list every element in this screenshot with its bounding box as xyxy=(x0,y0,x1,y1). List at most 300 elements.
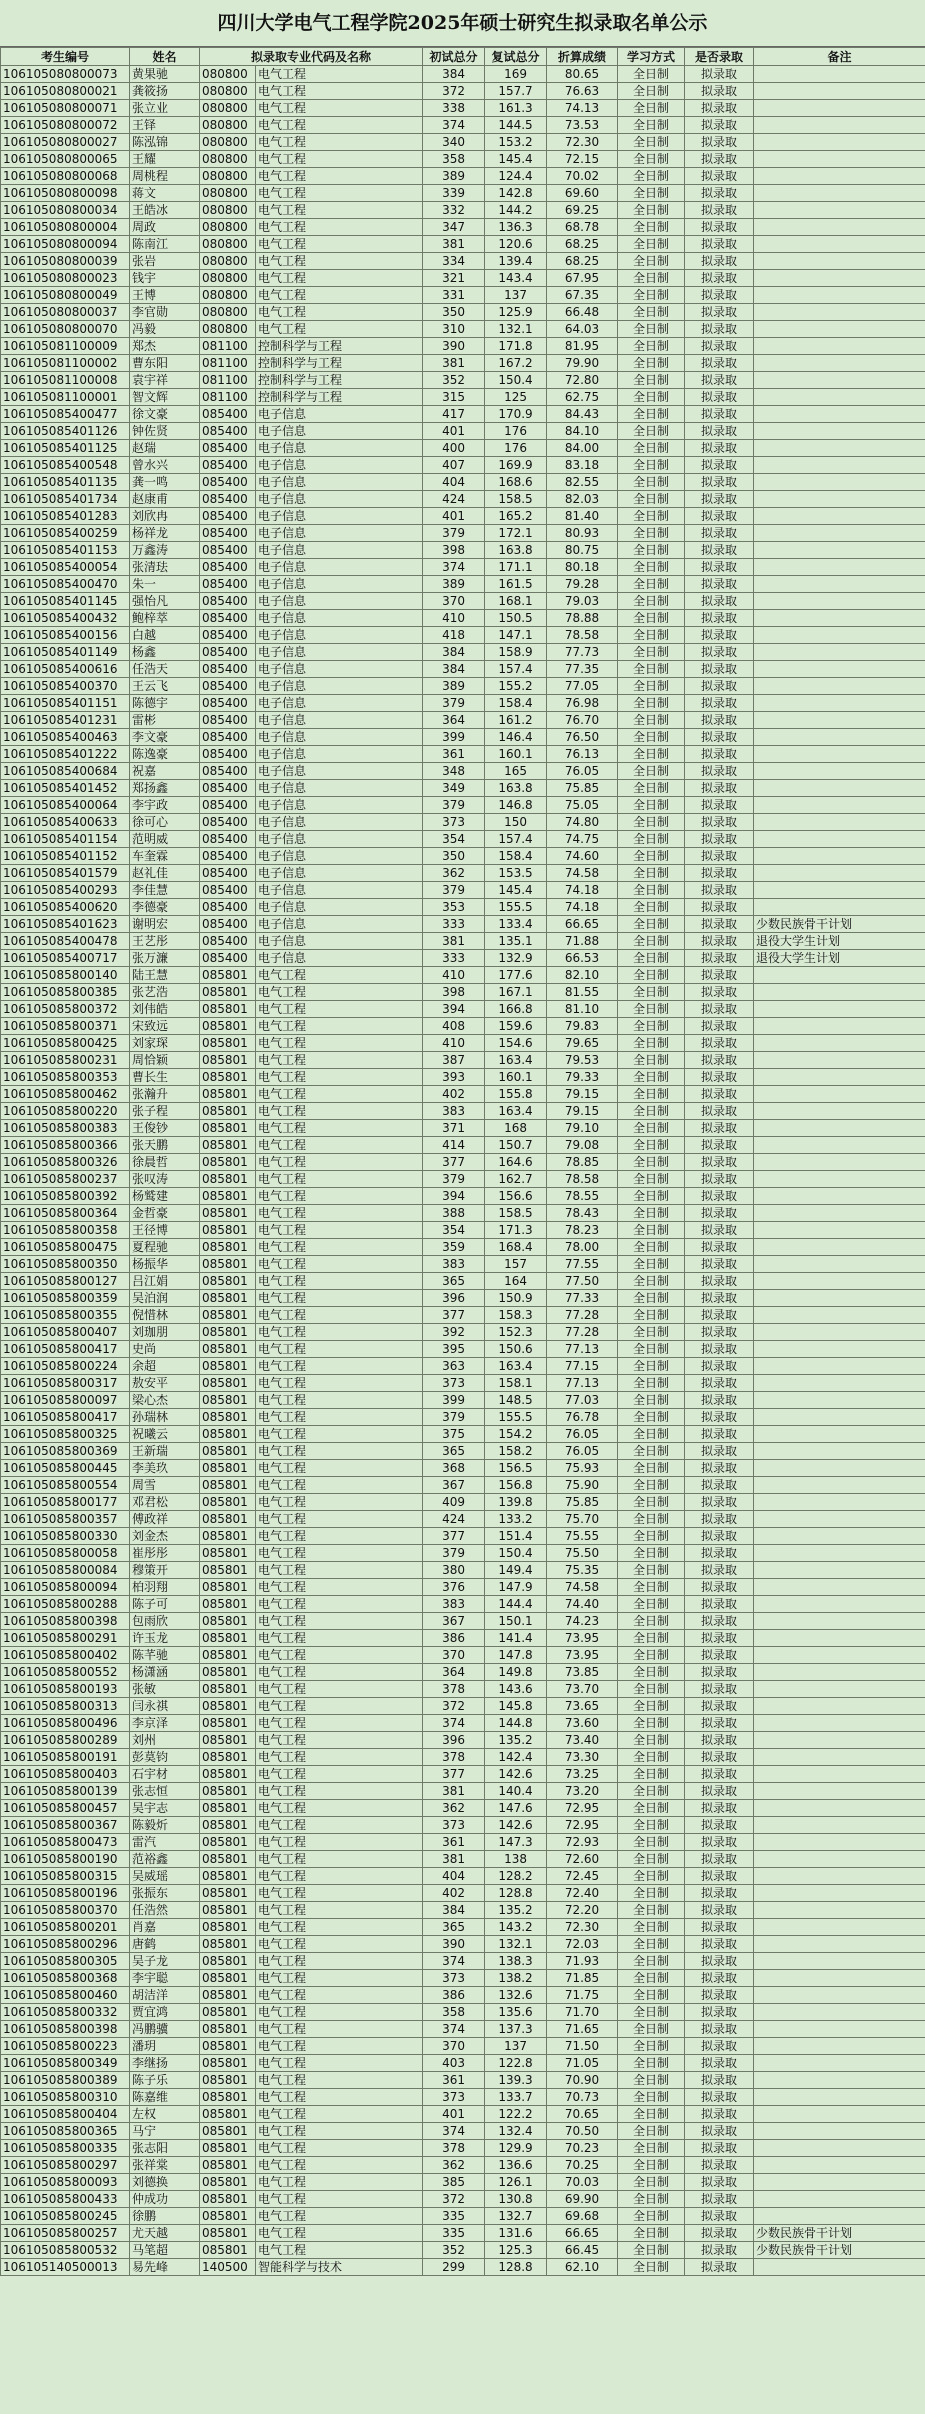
cell-initial-score: 386 xyxy=(423,1987,485,2004)
cell-final-score: 74.58 xyxy=(547,1579,618,1596)
cell-major-name: 电气工程 xyxy=(256,1698,423,1715)
cell-major-name: 控制科学与工程 xyxy=(256,372,423,389)
cell-major-code: 085801 xyxy=(200,1409,256,1426)
cell-remark xyxy=(754,1953,925,1970)
cell-major-name: 电子信息 xyxy=(256,542,423,559)
cell-major-code: 085801 xyxy=(200,1511,256,1528)
cell-name: 徐可心 xyxy=(130,814,200,831)
cell-final-score: 81.95 xyxy=(547,338,618,355)
table-row xyxy=(1,1409,925,1426)
cell-admitted: 拟录取 xyxy=(685,950,754,967)
table-row xyxy=(1,1511,925,1528)
cell-name: 范明威 xyxy=(130,831,200,848)
cell-final-score: 73.95 xyxy=(547,1647,618,1664)
cell-major-name: 电气工程 xyxy=(256,1987,423,2004)
cell-study-mode: 全日制 xyxy=(618,1188,685,1205)
table-row xyxy=(1,933,925,950)
cell-exam-id: 106105080800049 xyxy=(1,287,130,304)
cell-retest-score: 122.2 xyxy=(485,2106,547,2123)
cell-name: 金哲豪 xyxy=(130,1205,200,1222)
cell-final-score: 79.90 xyxy=(547,355,618,372)
cell-major-name: 电气工程 xyxy=(256,1154,423,1171)
cell-retest-score: 163.4 xyxy=(485,1052,547,1069)
cell-major-code: 085801 xyxy=(200,1103,256,1120)
cell-exam-id: 106105085800372 xyxy=(1,1001,130,1018)
table-row xyxy=(1,1545,925,1562)
cell-major-name: 电气工程 xyxy=(256,1647,423,1664)
cell-remark xyxy=(754,1103,925,1120)
cell-exam-id: 106105085401125 xyxy=(1,440,130,457)
cell-retest-score: 158.3 xyxy=(485,1307,547,1324)
cell-retest-score: 167.1 xyxy=(485,984,547,1001)
cell-initial-score: 374 xyxy=(423,2021,485,2038)
cell-initial-score: 362 xyxy=(423,2157,485,2174)
cell-remark xyxy=(754,1902,925,1919)
cell-initial-score: 310 xyxy=(423,321,485,338)
cell-final-score: 84.10 xyxy=(547,423,618,440)
cell-name: 曹长生 xyxy=(130,1069,200,1086)
cell-retest-score: 160.1 xyxy=(485,1069,547,1086)
cell-remark xyxy=(754,1052,925,1069)
cell-major-name: 电气工程 xyxy=(256,219,423,236)
cell-initial-score: 381 xyxy=(423,933,485,950)
cell-admitted: 拟录取 xyxy=(685,1579,754,1596)
cell-final-score: 72.60 xyxy=(547,1851,618,1868)
cell-final-score: 75.55 xyxy=(547,1528,618,1545)
cell-final-score: 76.63 xyxy=(547,83,618,100)
cell-major-name: 电气工程 xyxy=(256,1953,423,1970)
cell-final-score: 76.05 xyxy=(547,1443,618,1460)
cell-study-mode: 全日制 xyxy=(618,2225,685,2242)
cell-remark xyxy=(754,457,925,474)
cell-retest-score: 142.4 xyxy=(485,1749,547,1766)
cell-final-score: 72.80 xyxy=(547,372,618,389)
cell-major-name: 电气工程 xyxy=(256,1902,423,1919)
cell-major-name: 电子信息 xyxy=(256,746,423,763)
cell-major-code: 085801 xyxy=(200,1052,256,1069)
cell-major-code: 085801 xyxy=(200,1749,256,1766)
cell-major-code: 085801 xyxy=(200,1086,256,1103)
cell-admitted: 拟录取 xyxy=(685,1137,754,1154)
cell-exam-id: 106105080800065 xyxy=(1,151,130,168)
cell-initial-score: 299 xyxy=(423,2259,485,2276)
cell-study-mode: 全日制 xyxy=(618,508,685,525)
cell-final-score: 77.55 xyxy=(547,1256,618,1273)
cell-study-mode: 全日制 xyxy=(618,1749,685,1766)
cell-retest-score: 133.2 xyxy=(485,1511,547,1528)
cell-major-name: 电气工程 xyxy=(256,2123,423,2140)
cell-initial-score: 331 xyxy=(423,287,485,304)
cell-admitted: 拟录取 xyxy=(685,661,754,678)
table-row xyxy=(1,1273,925,1290)
cell-initial-score: 370 xyxy=(423,593,485,610)
cell-remark xyxy=(754,321,925,338)
cell-major-name: 控制科学与工程 xyxy=(256,389,423,406)
cell-major-code: 085801 xyxy=(200,1562,256,1579)
cell-major-code: 085801 xyxy=(200,1919,256,1936)
cell-study-mode: 全日制 xyxy=(618,1953,685,1970)
cell-initial-score: 384 xyxy=(423,661,485,678)
cell-retest-score: 156.6 xyxy=(485,1188,547,1205)
cell-name: 夏程驰 xyxy=(130,1239,200,1256)
cell-admitted: 拟录取 xyxy=(685,882,754,899)
cell-retest-score: 163.8 xyxy=(485,780,547,797)
cell-remark xyxy=(754,1001,925,1018)
cell-final-score: 78.55 xyxy=(547,1188,618,1205)
cell-exam-id: 106105080800098 xyxy=(1,185,130,202)
cell-admitted: 拟录取 xyxy=(685,474,754,491)
cell-admitted: 拟录取 xyxy=(685,1205,754,1222)
cell-major-name: 电气工程 xyxy=(256,1885,423,1902)
cell-remark xyxy=(754,831,925,848)
cell-major-code: 080800 xyxy=(200,287,256,304)
cell-retest-score: 144.5 xyxy=(485,117,547,134)
cell-remark xyxy=(754,2004,925,2021)
table-row xyxy=(1,1970,925,1987)
cell-admitted: 拟录取 xyxy=(685,916,754,933)
cell-major-name: 电气工程 xyxy=(256,1205,423,1222)
cell-study-mode: 全日制 xyxy=(618,1477,685,1494)
cell-study-mode: 全日制 xyxy=(618,117,685,134)
cell-exam-id: 106105085401452 xyxy=(1,780,130,797)
cell-remark xyxy=(754,134,925,151)
cell-retest-score: 132.9 xyxy=(485,950,547,967)
cell-admitted: 拟录取 xyxy=(685,185,754,202)
cell-initial-score: 333 xyxy=(423,950,485,967)
cell-retest-score: 150.4 xyxy=(485,1545,547,1562)
cell-initial-score: 354 xyxy=(423,1222,485,1239)
table-row xyxy=(1,763,925,780)
cell-major-code: 085801 xyxy=(200,1868,256,1885)
cell-remark xyxy=(754,151,925,168)
cell-remark xyxy=(754,678,925,695)
table-row xyxy=(1,168,925,185)
cell-major-code: 085801 xyxy=(200,2038,256,2055)
cell-admitted: 拟录取 xyxy=(685,2208,754,2225)
cell-final-score: 73.95 xyxy=(547,1630,618,1647)
table-row xyxy=(1,1528,925,1545)
cell-name: 余超 xyxy=(130,1358,200,1375)
cell-final-score: 68.78 xyxy=(547,219,618,236)
cell-major-code: 085400 xyxy=(200,678,256,695)
cell-retest-score: 160.1 xyxy=(485,746,547,763)
cell-name: 张万濂 xyxy=(130,950,200,967)
cell-name: 王新瑞 xyxy=(130,1443,200,1460)
cell-exam-id: 106105085800297 xyxy=(1,2157,130,2174)
cell-initial-score: 379 xyxy=(423,1545,485,1562)
cell-major-code: 085801 xyxy=(200,1120,256,1137)
cell-exam-id: 106105085800403 xyxy=(1,1766,130,1783)
cell-major-code: 080800 xyxy=(200,83,256,100)
header-retest-score: 复试总分 xyxy=(485,48,547,66)
cell-admitted: 拟录取 xyxy=(685,2038,754,2055)
cell-final-score: 67.95 xyxy=(547,270,618,287)
cell-name: 赵瑞 xyxy=(130,440,200,457)
cell-exam-id: 106105085400717 xyxy=(1,950,130,967)
cell-admitted: 拟录取 xyxy=(685,542,754,559)
cell-initial-score: 379 xyxy=(423,525,485,542)
cell-final-score: 80.18 xyxy=(547,559,618,576)
cell-retest-score: 142.6 xyxy=(485,1817,547,1834)
cell-admitted: 拟录取 xyxy=(685,2004,754,2021)
cell-admitted: 拟录取 xyxy=(685,559,754,576)
cell-major-code: 085400 xyxy=(200,950,256,967)
cell-initial-score: 410 xyxy=(423,610,485,627)
cell-exam-id: 106105085400477 xyxy=(1,406,130,423)
cell-major-name: 电子信息 xyxy=(256,831,423,848)
cell-remark xyxy=(754,508,925,525)
cell-major-code: 080800 xyxy=(200,100,256,117)
cell-remark xyxy=(754,814,925,831)
cell-admitted: 拟录取 xyxy=(685,1664,754,1681)
cell-final-score: 73.85 xyxy=(547,1664,618,1681)
cell-initial-score: 408 xyxy=(423,1018,485,1035)
cell-remark xyxy=(754,882,925,899)
cell-remark xyxy=(754,1613,925,1630)
table-row xyxy=(1,2191,925,2208)
cell-exam-id: 106105080800023 xyxy=(1,270,130,287)
cell-retest-score: 150.6 xyxy=(485,1341,547,1358)
cell-exam-id: 106105085800475 xyxy=(1,1239,130,1256)
cell-admitted: 拟录取 xyxy=(685,1273,754,1290)
cell-initial-score: 381 xyxy=(423,1783,485,1800)
table-row xyxy=(1,83,925,100)
header-final-score: 折算成绩 xyxy=(547,48,618,66)
cell-remark xyxy=(754,2021,925,2038)
cell-major-code: 085801 xyxy=(200,1171,256,1188)
cell-admitted: 拟录取 xyxy=(685,1817,754,1834)
cell-study-mode: 全日制 xyxy=(618,1885,685,1902)
cell-major-name: 电气工程 xyxy=(256,253,423,270)
cell-exam-id: 106105085800310 xyxy=(1,2089,130,2106)
cell-major-name: 电子信息 xyxy=(256,865,423,882)
cell-exam-id: 106105085800084 xyxy=(1,1562,130,1579)
cell-name: 吕江娟 xyxy=(130,1273,200,1290)
cell-final-score: 73.40 xyxy=(547,1732,618,1749)
cell-remark xyxy=(754,1154,925,1171)
cell-major-name: 电气工程 xyxy=(256,1120,423,1137)
cell-admitted: 拟录取 xyxy=(685,2055,754,2072)
cell-retest-score: 152.3 xyxy=(485,1324,547,1341)
cell-name: 杨祥龙 xyxy=(130,525,200,542)
cell-study-mode: 全日制 xyxy=(618,338,685,355)
cell-study-mode: 全日制 xyxy=(618,1511,685,1528)
cell-name: 张子程 xyxy=(130,1103,200,1120)
cell-exam-id: 106105085800224 xyxy=(1,1358,130,1375)
cell-retest-score: 148.5 xyxy=(485,1392,547,1409)
header-initial-score: 初试总分 xyxy=(423,48,485,66)
cell-final-score: 73.30 xyxy=(547,1749,618,1766)
cell-exam-id: 106105085800330 xyxy=(1,1528,130,1545)
cell-name: 刘伟皓 xyxy=(130,1001,200,1018)
cell-retest-score: 155.5 xyxy=(485,899,547,916)
cell-initial-score: 394 xyxy=(423,1001,485,1018)
cell-study-mode: 全日制 xyxy=(618,1596,685,1613)
cell-exam-id: 106105081100001 xyxy=(1,389,130,406)
table-row xyxy=(1,1188,925,1205)
table-row xyxy=(1,593,925,610)
table-row xyxy=(1,1290,925,1307)
cell-exam-id: 106105085800457 xyxy=(1,1800,130,1817)
cell-retest-score: 130.8 xyxy=(485,2191,547,2208)
table-row xyxy=(1,321,925,338)
cell-study-mode: 全日制 xyxy=(618,1256,685,1273)
cell-major-name: 电气工程 xyxy=(256,2157,423,2174)
cell-retest-score: 155.2 xyxy=(485,678,547,695)
cell-remark xyxy=(754,1834,925,1851)
cell-admitted: 拟录取 xyxy=(685,372,754,389)
cell-final-score: 78.58 xyxy=(547,1171,618,1188)
cell-initial-score: 361 xyxy=(423,2072,485,2089)
cell-initial-score: 352 xyxy=(423,2242,485,2259)
cell-remark xyxy=(754,1018,925,1035)
cell-major-code: 085801 xyxy=(200,1970,256,1987)
table-row xyxy=(1,882,925,899)
cell-major-name: 电子信息 xyxy=(256,848,423,865)
cell-major-code: 085801 xyxy=(200,1392,256,1409)
cell-major-name: 电子信息 xyxy=(256,474,423,491)
cell-remark: 少数民族骨干计划 xyxy=(754,2225,925,2242)
cell-remark xyxy=(754,219,925,236)
cell-admitted: 拟录取 xyxy=(685,202,754,219)
cell-exam-id: 106105085401579 xyxy=(1,865,130,882)
cell-retest-score: 159.6 xyxy=(485,1018,547,1035)
cell-study-mode: 全日制 xyxy=(618,1120,685,1137)
cell-initial-score: 389 xyxy=(423,168,485,185)
cell-major-name: 电气工程 xyxy=(256,1834,423,1851)
cell-initial-score: 372 xyxy=(423,1698,485,1715)
cell-admitted: 拟录取 xyxy=(685,1086,754,1103)
cell-admitted: 拟录取 xyxy=(685,1647,754,1664)
cell-major-name: 电气工程 xyxy=(256,1511,423,1528)
cell-exam-id: 106105085400156 xyxy=(1,627,130,644)
cell-retest-score: 143.4 xyxy=(485,270,547,287)
cell-retest-score: 147.3 xyxy=(485,1834,547,1851)
cell-study-mode: 全日制 xyxy=(618,202,685,219)
cell-major-name: 电气工程 xyxy=(256,1579,423,1596)
cell-remark xyxy=(754,1239,925,1256)
table-row xyxy=(1,1069,925,1086)
cell-admitted: 拟录取 xyxy=(685,2123,754,2140)
cell-remark xyxy=(754,1868,925,1885)
cell-major-name: 电子信息 xyxy=(256,712,423,729)
cell-initial-score: 333 xyxy=(423,916,485,933)
table-row xyxy=(1,338,925,355)
cell-major-code: 085400 xyxy=(200,457,256,474)
cell-study-mode: 全日制 xyxy=(618,1375,685,1392)
cell-admitted: 拟录取 xyxy=(685,1613,754,1630)
cell-name: 袁宇祥 xyxy=(130,372,200,389)
cell-retest-score: 132.1 xyxy=(485,321,547,338)
cell-major-code: 085801 xyxy=(200,1137,256,1154)
cell-study-mode: 全日制 xyxy=(618,2157,685,2174)
cell-admitted: 拟录取 xyxy=(685,1494,754,1511)
cell-remark xyxy=(754,1647,925,1664)
cell-major-name: 电气工程 xyxy=(256,1613,423,1630)
cell-final-score: 74.23 xyxy=(547,1613,618,1630)
cell-name: 宋致远 xyxy=(130,1018,200,1035)
table-row xyxy=(1,814,925,831)
cell-admitted: 拟录取 xyxy=(685,1528,754,1545)
cell-exam-id: 106105085401734 xyxy=(1,491,130,508)
cell-major-code: 085801 xyxy=(200,1902,256,1919)
cell-final-score: 72.93 xyxy=(547,1834,618,1851)
cell-admitted: 拟录取 xyxy=(685,695,754,712)
cell-major-name: 电子信息 xyxy=(256,644,423,661)
cell-major-name: 电气工程 xyxy=(256,1222,423,1239)
cell-remark xyxy=(754,1171,925,1188)
table-row xyxy=(1,984,925,1001)
table-row xyxy=(1,1239,925,1256)
cell-admitted: 拟录取 xyxy=(685,797,754,814)
cell-name: 陈逸豪 xyxy=(130,746,200,763)
cell-major-code: 140500 xyxy=(200,2259,256,2276)
cell-initial-score: 404 xyxy=(423,1868,485,1885)
cell-major-code: 085801 xyxy=(200,2055,256,2072)
cell-major-code: 080800 xyxy=(200,253,256,270)
cell-initial-score: 407 xyxy=(423,457,485,474)
table-row xyxy=(1,525,925,542)
cell-study-mode: 全日制 xyxy=(618,389,685,406)
cell-major-name: 电气工程 xyxy=(256,287,423,304)
cell-exam-id: 106105085800223 xyxy=(1,2038,130,2055)
cell-initial-score: 383 xyxy=(423,1103,485,1120)
cell-remark xyxy=(754,389,925,406)
table-row xyxy=(1,712,925,729)
cell-major-name: 电子信息 xyxy=(256,406,423,423)
cell-major-code: 085801 xyxy=(200,1035,256,1052)
cell-major-name: 电气工程 xyxy=(256,1137,423,1154)
cell-name: 陈南江 xyxy=(130,236,200,253)
cell-remark xyxy=(754,1919,925,1936)
cell-admitted: 拟录取 xyxy=(685,2140,754,2157)
cell-study-mode: 全日制 xyxy=(618,1732,685,1749)
cell-final-score: 70.03 xyxy=(547,2174,618,2191)
cell-study-mode: 全日制 xyxy=(618,627,685,644)
cell-name: 吴子龙 xyxy=(130,1953,200,1970)
cell-major-code: 085801 xyxy=(200,1783,256,1800)
cell-final-score: 72.30 xyxy=(547,134,618,151)
cell-initial-score: 373 xyxy=(423,2089,485,2106)
cell-exam-id: 106105085400478 xyxy=(1,933,130,950)
cell-final-score: 79.28 xyxy=(547,576,618,593)
cell-final-score: 74.58 xyxy=(547,865,618,882)
cell-exam-id: 106105080800071 xyxy=(1,100,130,117)
cell-remark xyxy=(754,848,925,865)
cell-major-code: 085801 xyxy=(200,1018,256,1035)
table-row xyxy=(1,831,925,848)
cell-name: 吴泊润 xyxy=(130,1290,200,1307)
cell-initial-score: 373 xyxy=(423,814,485,831)
cell-name: 任浩然 xyxy=(130,1902,200,1919)
cell-retest-score: 129.9 xyxy=(485,2140,547,2157)
cell-admitted: 拟录取 xyxy=(685,321,754,338)
cell-major-name: 电气工程 xyxy=(256,1783,423,1800)
cell-name: 冯鹏骥 xyxy=(130,2021,200,2038)
table-row xyxy=(1,695,925,712)
cell-name: 李佳慧 xyxy=(130,882,200,899)
cell-name: 刘珈朋 xyxy=(130,1324,200,1341)
cell-final-score: 78.58 xyxy=(547,627,618,644)
cell-admitted: 拟录取 xyxy=(685,2174,754,2191)
cell-admitted: 拟录取 xyxy=(685,423,754,440)
table-row xyxy=(1,1987,925,2004)
cell-study-mode: 全日制 xyxy=(618,610,685,627)
cell-admitted: 拟录取 xyxy=(685,219,754,236)
cell-major-code: 080800 xyxy=(200,134,256,151)
cell-major-code: 085400 xyxy=(200,627,256,644)
table-row xyxy=(1,2140,925,2157)
